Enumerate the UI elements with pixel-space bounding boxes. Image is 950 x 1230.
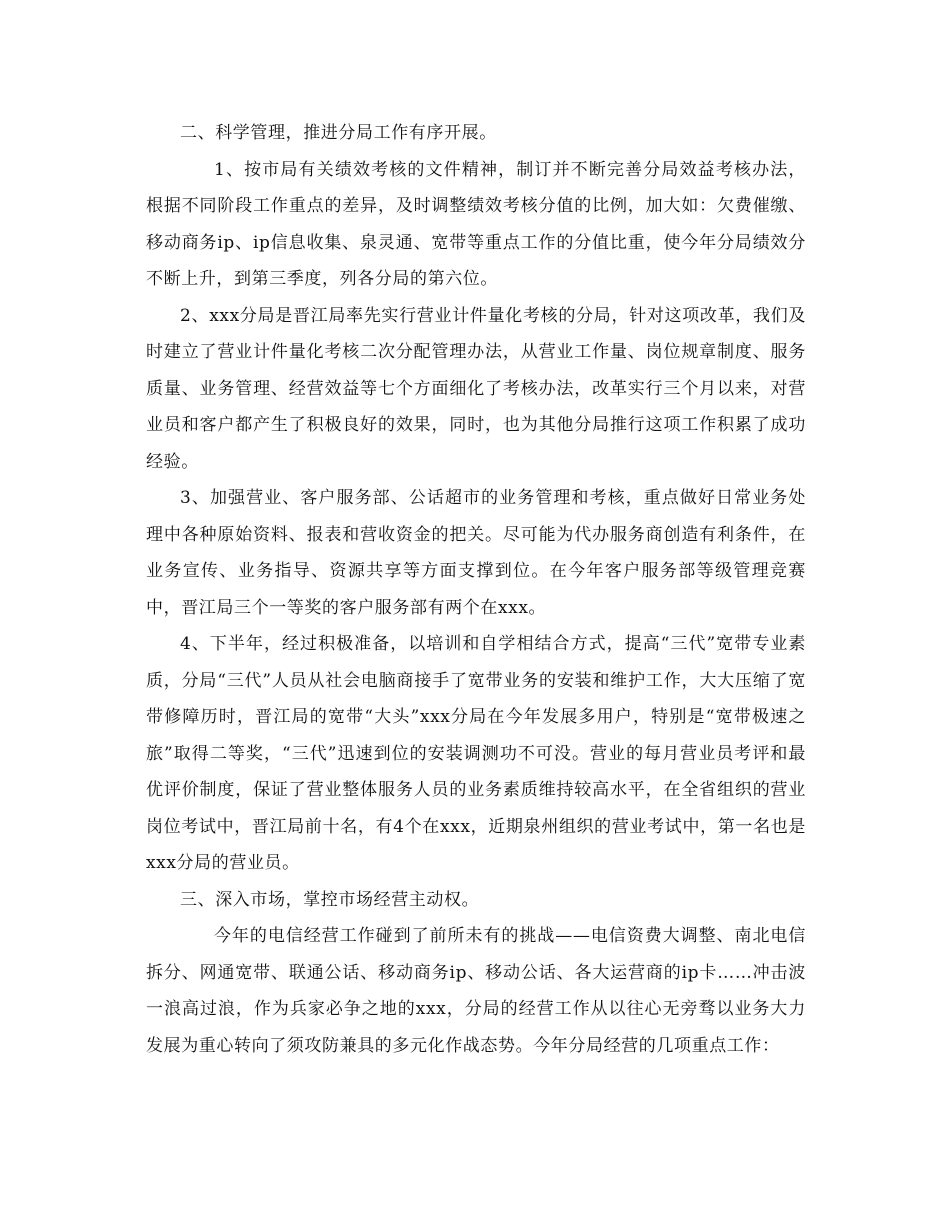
paragraph-item-1: 1、按市局有关绩效考核的文件精神，制订并不断完善分局效益考核办法，根据不同阶段工作重点的差异，及时调整绩效考核分值的比例，加大如：欠费催缴、移动商务ip、ip信息收集、泉灵通、宽带等重点工作的分值比重，使今年分局绩效分不断上升，到第三季度，列各分局的第六位。	[146, 159, 806, 289]
document-body	[146, 115, 806, 1064]
paragraph-item-3: 3、加强营业、客户服务部、公话超市的业务管理和考核，重点做好日常业务处理中各种原始资料、报表和营收资金的把关。尽可能为代办服务商创造有利条件，在业务宣传、业务指导、资源共享等方面支撑到位。在今年客户服务部等级管理竞赛中，晋江局三个一等奖的客户服务部有两个在xxx。	[146, 488, 806, 618]
section-heading-2: 二、科学管理，推进分局工作有序开展。	[180, 123, 497, 143]
paragraph-market: 今年的电信经营工作碰到了前所未有的挑战——电信资费大调整、南北电信拆分、网通宽带、联通公话、移动商务ip、移动公话、各大运营商的ip卡……冲击波一浪高过浪，作为兵家必争之地的xxx，分局的经营工作从以往心无旁骛以业务大力发展为重心转向了须攻防兼具的多元化作战态势。今年分局经营的几项重点工作：	[146, 926, 806, 1056]
paragraph-item-4: 4、下半年，经过积极准备，以培训和自学相结合方式，提高“三代”宽带专业素质，分局“三代”人员从社会电脑商接手了宽带业务的安装和维护工作，大大压缩了宽带修障历时，晋江局的宽带“大头”xxx分局在今年发展多用户，特别是“宽带极速之旅”取得二等奖，“三代”迅速到位的安装调测功不可没。营业的每月营业员考评和最优评价制度，保证了营业整体服务人员的业务素质维持较高水平，在全省组织的营业岗位考试中，晋江局前十名，有4个在xxx，近期泉州组织的营业考试中，第一名也是xxx分局的营业员。	[146, 634, 806, 873]
paragraph-item-2: 2、xxx分局是晋江局率先实行营业计件量化考核的分局，针对这项改革，我们及时建立了营业计件量化考核二次分配管理办法，从营业工作量、岗位规章制度、服务质量、业务管理、经营效益等七个方面细化了考核办法，改革实行三个月以来，对营业员和客户都产生了积极良好的效果，同时，也为其他分局推行这项工作积累了成功经验。	[146, 305, 806, 472]
section-heading-3: 三、深入市场，掌控市场经营主动权。	[180, 889, 480, 910]
